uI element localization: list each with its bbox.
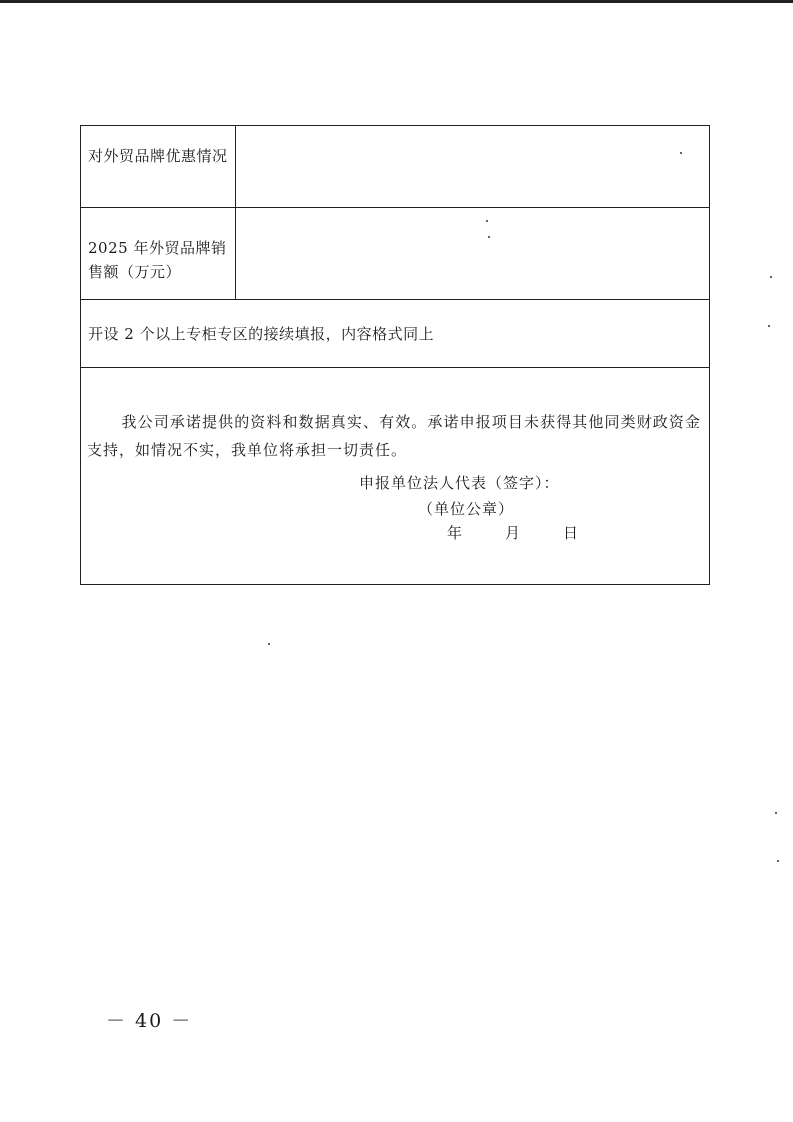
page-number: － 40 － — [106, 1010, 193, 1032]
scan-speck — [777, 860, 779, 862]
table-row — [81, 126, 709, 208]
brand-discount-value-field[interactable] — [236, 126, 709, 207]
brand-sales-value-field[interactable] — [236, 208, 709, 299]
date-line — [447, 522, 579, 543]
scan-speck — [770, 276, 772, 278]
scan-speck — [775, 812, 777, 814]
scan-speck — [488, 236, 490, 238]
page-top-edge — [0, 0, 793, 3]
scan-speck — [486, 220, 488, 222]
table-row — [81, 208, 709, 300]
continuation-note: 开设 2 个以上专柜专区的接续填报，内容格式同上 — [88, 325, 435, 343]
seal-label: （单位公章） — [418, 500, 515, 518]
date-year: 年 — [447, 524, 464, 542]
application-form-table — [80, 125, 710, 585]
date-day: 日 — [563, 524, 580, 542]
pledge-row — [81, 368, 709, 584]
pledge-statement: 我公司承诺提供的资料和数据真实、有效。承诺申报项目未获得其他同类财政资金支持，如情况不实，我单位将承担一切责任。 — [87, 413, 701, 459]
scan-speck — [680, 152, 682, 154]
brand-discount-label: 对外贸品牌优惠情况 — [81, 126, 236, 207]
signature-label: 申报单位法人代表（签字）： — [359, 474, 560, 492]
table-row — [81, 300, 709, 368]
scan-speck — [268, 643, 270, 645]
brand-sales-label: 2025 年外贸品牌销售额（万元） — [81, 208, 236, 299]
date-month: 月 — [505, 524, 522, 542]
scan-speck — [768, 325, 770, 327]
pledge-section — [81, 368, 709, 584]
